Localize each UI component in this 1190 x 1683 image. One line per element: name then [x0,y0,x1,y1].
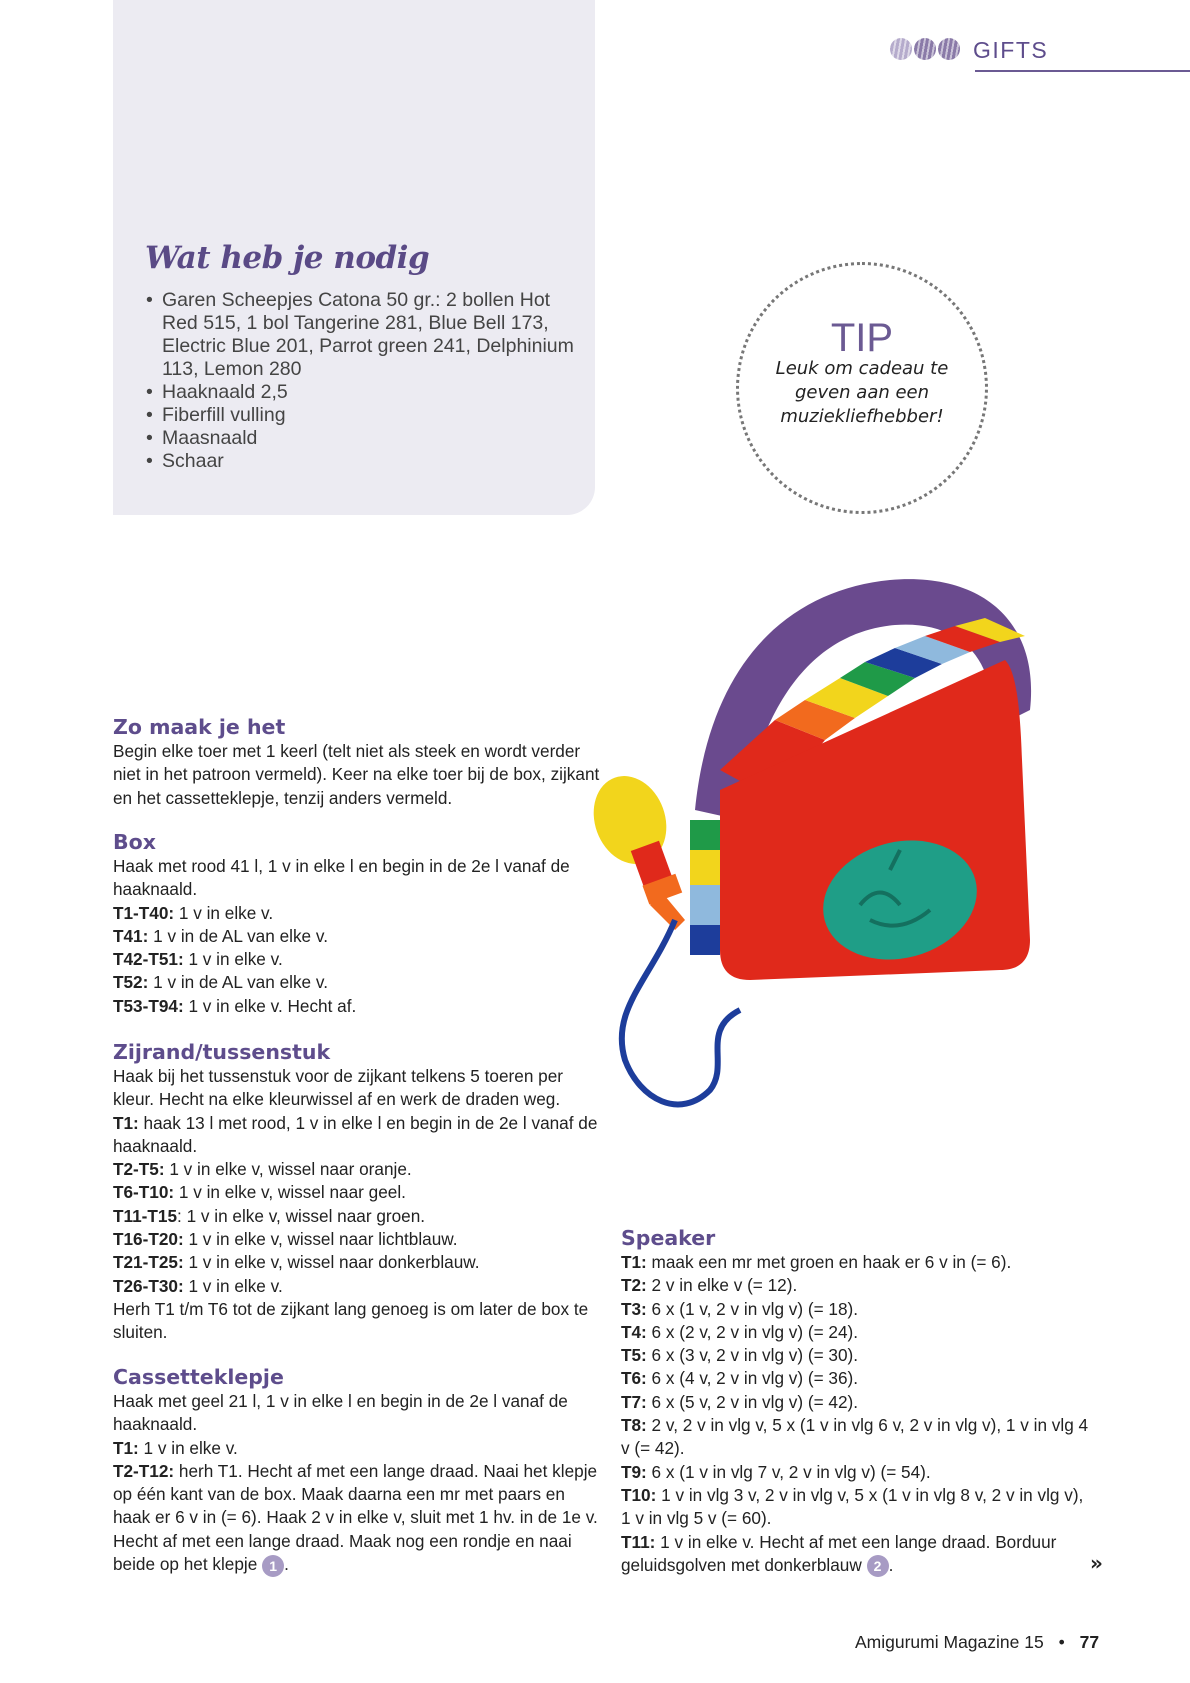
pattern-row: T4: 6 x (2 v, 2 v in vlg v) (= 24). [621,1321,859,1342]
materials-item: • Garen Scheepjes Catona 50 gr.: 2 bollen Hot Red 515, 1 bol Tangerine 281, Blue Bell 173, Electric Blue 201, Parrot green 241, Delphinium 113, Lemon 280 [146,289,586,381]
pattern-row: T11-T15: 1 v in elke v, wissel naar groen. [113,1205,426,1226]
yarn-ball-icon [914,38,936,60]
materials-item: • Fiberfill vulling [146,404,586,427]
section-title: Zijrand/tussenstuk [113,1040,331,1064]
section-footer: Herh T1 t/m T6 tot de zijkant lang genoeg is om later de box te sluiten. [113,1298,589,1343]
pattern-row: T10: 1 v in vlg 3 v, 2 v in vlg v, 5 x (1 v in vlg 8 v, 2 v in vlg v), 1 v in vlg 5 v (= 60). [621,1484,1084,1529]
yarn-ball-icon [938,38,960,60]
tip-text: Leuk om cadeau te geven aan een muziekliefhebber! [775,358,949,427]
section-title: Speaker [621,1226,716,1250]
materials-item: • Maasnaald [146,427,586,450]
radio-side-stripes [690,820,720,955]
pattern-row: T7: 6 x (5 v, 2 v in vlg v) (= 42). [621,1391,859,1412]
section-label: GIFTS [973,37,1049,63]
section-side [113,1039,603,1345]
magazine-name: Amigurumi Magazine 15 [855,1632,1044,1652]
section-title: Zo maak je het [113,715,286,739]
pattern-row: T16-T20: 1 v in elke v, wissel naar lichtblauw. [113,1229,458,1250]
yarn-ball-icon [890,38,912,60]
pattern-row: T11: 1 v in elke v. Hecht af met een lange draad. Borduur geluidsgolven met donkerblauw 2 . [621,1531,1091,1578]
materials-item: • Schaar [146,450,586,473]
pattern-row: T8: 2 v, 2 v in vlg v, 5 x (1 v in vlg 6 v, 2 v in vlg v), 1 v in vlg 4 v (= 42). [621,1415,1089,1459]
section-body: Haak met rood 41 l, 1 v in elke l en begin in de 2e l vanaf de haaknaald. [113,856,570,900]
materials-list [146,289,586,473]
pattern-row: T21-T25: 1 v in elke v, wissel naar donkerblauw. [113,1252,480,1273]
pattern-row: T1: haak 13 l met rood, 1 v in elke l en begin in de 2e l vanaf de haaknaald. [113,1112,598,1156]
pattern-row: T2-T12: herh T1. Hecht af met een lange draad. Naai het klepje op één kant van de box. Maak daarna een mr met paars en haak er 6 v in (= 6). Haak 2 v in elke v, sluit met 1 hv. in de 1e v. Hecht af met een lange draad. Maak nog een rondje en naai beide op het klepje 1 . [113,1460,603,1577]
pattern-row: T1: 1 v in elke v. [113,1437,238,1458]
section-speaker [621,1225,1091,1577]
step-badge: 1 [262,1555,284,1577]
continue-marker: » [1090,1551,1103,1575]
pattern-row: T1-T40: 1 v in elke v. [113,902,274,923]
materials-title: Wat heb je nodig [145,240,430,276]
section-body: Haak bij het tussenstuk voor de zijkant telkens 5 toeren per kleur. Hecht na elke kleurwissel af en werk de draden weg. [113,1066,563,1110]
pattern-row: T5: 6 x (3 v, 2 v in vlg v) (= 30). [621,1345,859,1366]
pattern-row: T2-T5: 1 v in elke v, wissel naar oranje. [113,1159,412,1180]
pattern-row: T53-T94: 1 v in elke v. Hecht af. [113,995,357,1016]
pattern-row: T52: 1 v in de AL van elke v. [113,972,328,993]
section-title: Box [113,830,156,854]
step-badge: 2 [867,1555,889,1577]
pattern-row: T6: 6 x (4 v, 2 v in vlg v) (= 36). [621,1368,859,1389]
section-title: Cassetteklepje [113,1365,284,1389]
page-footer [855,1632,1099,1653]
pattern-row: T41: 1 v in de AL van elke v. [113,925,328,946]
header-divider [975,70,1190,72]
section-intro [113,714,603,810]
crochet-radio-photo [590,560,1150,1200]
footer-separator: • [1058,1632,1065,1652]
pattern-row: T3: 6 x (1 v, 2 v in vlg v) (= 18). [621,1298,859,1319]
page-number: 77 [1079,1632,1100,1652]
section-body: Haak met geel 21 l, 1 v in elke l en begin in de 2e l vanaf de haaknaald. [113,1391,568,1435]
pattern-row: T9: 6 x (1 v in vlg 7 v, 2 v in vlg v) (= 54). [621,1461,931,1482]
section-box [113,829,603,1018]
section-body: Begin elke toer met 1 keerl (telt niet als steek en wordt verder niet in het patroon vermeld). Keer na elke toer bij de box, zijkant en het cassetteklepje, tenzij anders vermeld. [113,741,600,808]
pattern-row: T26-T30: 1 v in elke v. [113,1275,283,1296]
materials-item: • Haaknaald 2,5 [146,381,586,404]
pattern-row: T2: 2 v in elke v (= 12). [621,1275,798,1296]
tip-title: TIP [830,316,894,360]
section-cassette [113,1364,603,1577]
pattern-row: T6-T10: 1 v in elke v, wissel naar geel. [113,1182,406,1203]
pattern-row: T1: maak een mr met groen en haak er 6 v in (= 6). [621,1252,1012,1272]
yarn-ball-icons [890,38,960,60]
pattern-row: T42-T51: 1 v in elke v. [113,949,283,970]
